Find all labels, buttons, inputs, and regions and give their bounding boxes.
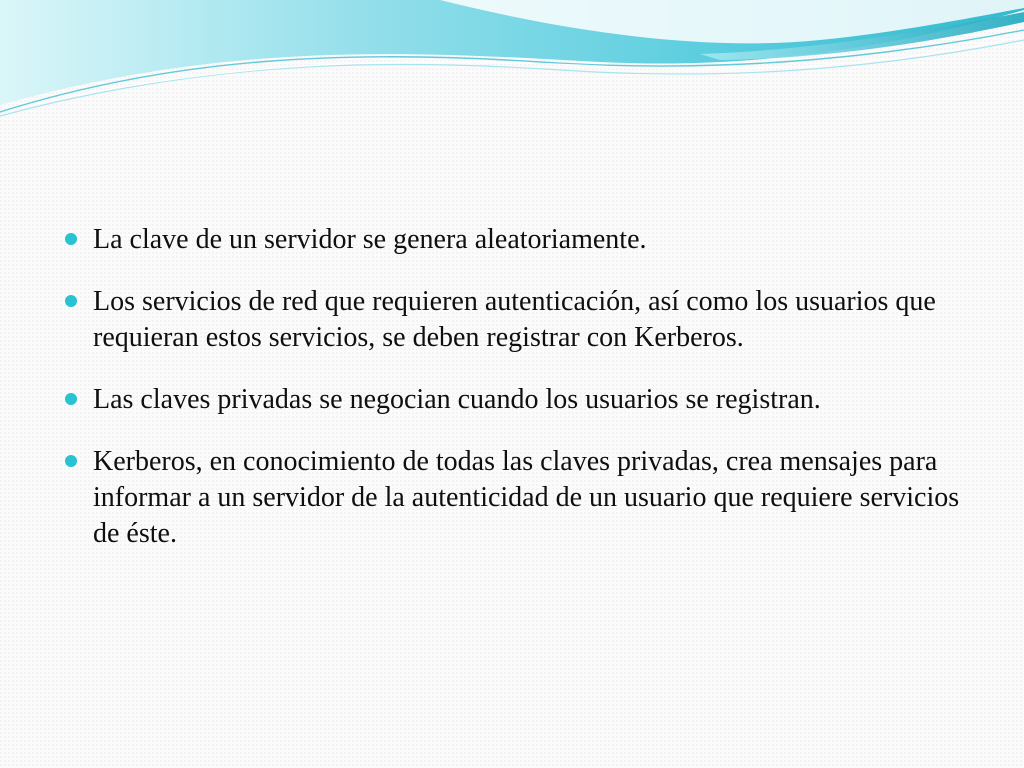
bullet-dot-icon	[65, 393, 77, 405]
bullet-item	[62, 222, 962, 258]
bullet-dot-icon	[65, 295, 77, 307]
bullet-dot-icon	[65, 455, 77, 467]
bullet-text: Kerberos, en conocimiento de todas las claves privadas, crea mensajes para informar a un servidor de la autenticidad de un usuario que requiere servicios de éste.	[93, 446, 960, 549]
bullet-item	[62, 382, 962, 418]
bullet-item	[62, 284, 962, 356]
bullet-list	[62, 222, 962, 578]
bullet-item	[62, 444, 962, 552]
bullet-text: Las claves privadas se negocian cuando los usuarios se registran.	[93, 384, 821, 415]
header-wave-decoration	[0, 0, 1024, 130]
bullet-dot-icon	[65, 233, 77, 245]
bullet-text: La clave de un servidor se genera aleatoriamente.	[93, 224, 647, 255]
bullet-text: Los servicios de red que requieren autenticación, así como los usuarios que requieran estos servicios, se deben registrar con Kerberos.	[93, 286, 936, 353]
